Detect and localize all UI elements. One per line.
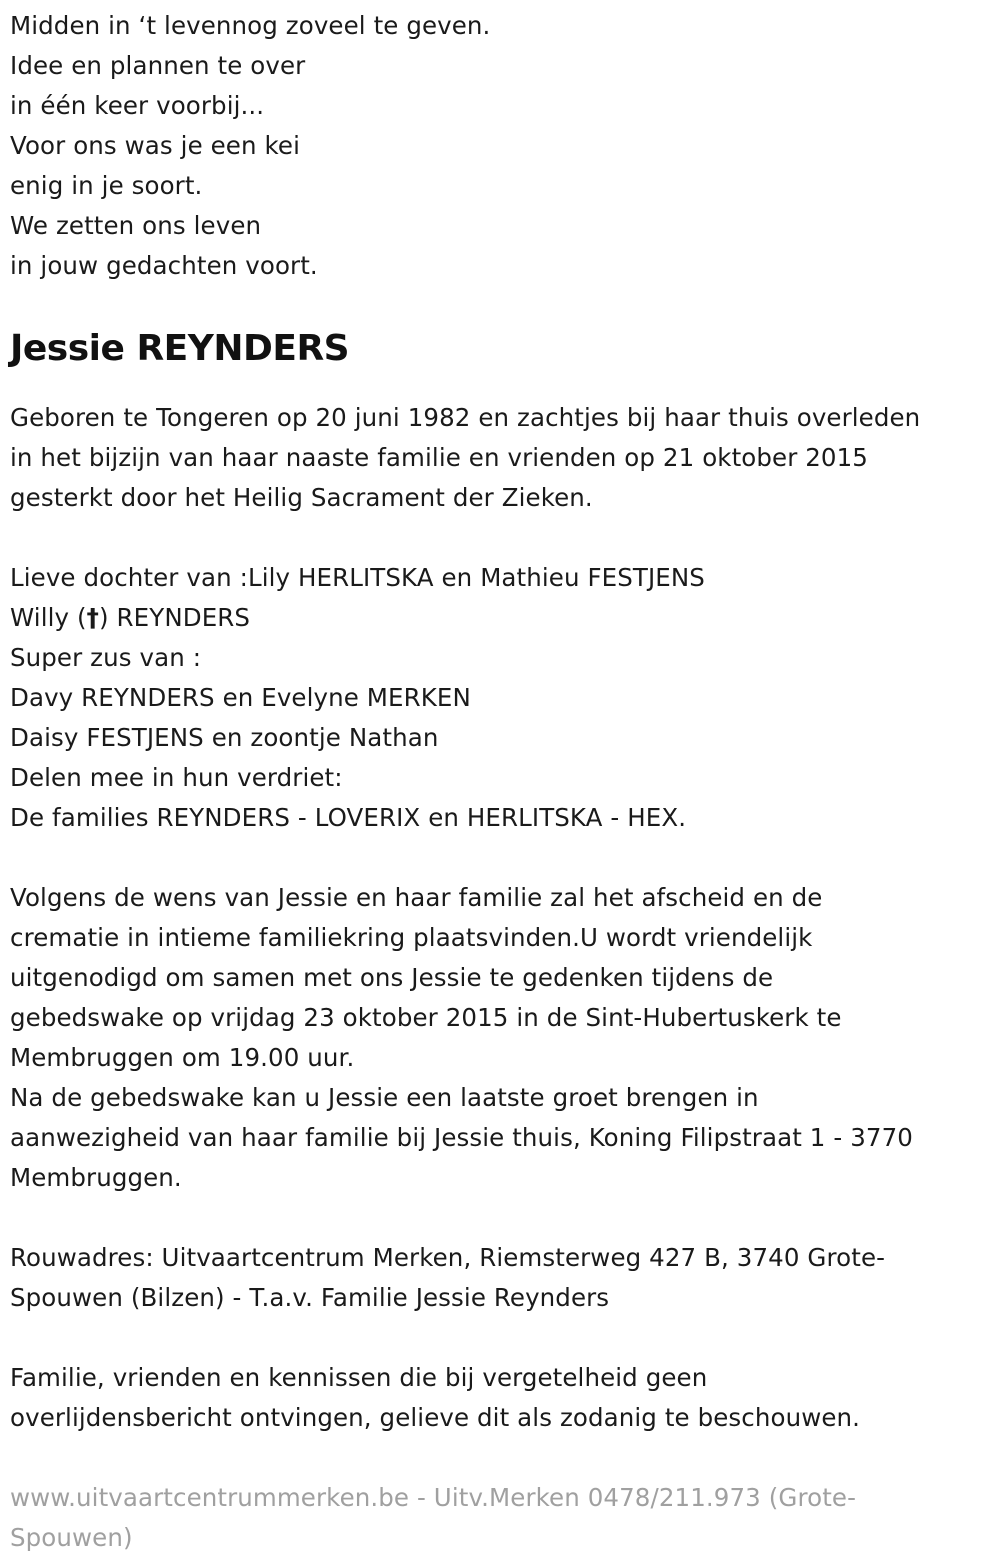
notice-line: Familie, vrienden en kennissen die bij vergetelheid geen: [10, 1363, 708, 1393]
poem-line: Midden in ‘t levennog zoveel te geven.: [10, 11, 491, 40]
cross-icon: †: [86, 603, 100, 633]
footer-line: Spouwen): [10, 1523, 133, 1553]
poem-line: We zetten ons leven: [10, 211, 262, 240]
ceremony-info: [10, 878, 990, 1198]
birth-death-info: [10, 398, 990, 518]
family-line: Super zus van :: [10, 643, 202, 673]
poem-line: Voor ons was je een kei: [10, 131, 300, 160]
ceremony-line: Volgens de wens van Jessie en haar familie zal het afscheid en de: [10, 883, 823, 913]
ceremony-line: crematie in intieme familiekring plaatsvinden.U wordt vriendelijk: [10, 923, 813, 953]
ceremony-line: Membruggen.: [10, 1163, 182, 1193]
family-text: Willy (: [10, 603, 87, 633]
memorial-poem: [10, 0, 990, 286]
notice: [10, 1358, 990, 1438]
info-line: gesterkt door het Heilig Sacrament der Zieken.: [10, 483, 593, 513]
poem-line: Idee en plannen te over: [10, 51, 306, 80]
poem-line: in jouw gedachten voort.: [10, 251, 318, 280]
family-line: Daisy FESTJENS en zoontje Nathan: [10, 723, 439, 753]
address-line: Rouwadres: Uitvaartcentrum Merken, Riemsterweg 427 B, 3740 Grote-: [10, 1243, 886, 1273]
condolence-address: [10, 1238, 990, 1318]
poem-line: in één keer voorbij...: [10, 91, 265, 120]
address-line: Spouwen (Bilzen) - T.a.v. Familie Jessie Reynders: [10, 1283, 610, 1313]
family-line: Davy REYNDERS en Evelyne MERKEN: [10, 683, 471, 713]
family-line: Lieve dochter van :Lily HERLITSKA en Mathieu FESTJENS: [10, 563, 705, 593]
ceremony-line: uitgenodigd om samen met ons Jessie te gedenken tijdens de: [10, 963, 774, 993]
family-line: [10, 598, 990, 638]
ceremony-line: Membruggen om 19.00 uur.: [10, 1043, 355, 1073]
info-line: in het bijzijn van haar naaste familie en vrienden op 21 oktober 2015: [10, 443, 868, 473]
family-line: De families REYNDERS - LOVERIX en HERLITSKA - HEX.: [10, 803, 687, 833]
ceremony-line: aanwezigheid van haar familie bij Jessie thuis, Koning Filipstraat 1 - 3770: [10, 1123, 913, 1153]
family-list: [10, 558, 990, 838]
footer-credit: [10, 1478, 990, 1558]
deceased-name: Jessie REYNDERS: [10, 328, 350, 369]
footer-line: www.uitvaartcentrummerken.be - Uitv.Merken 0478/211.973 (Grote-: [10, 1483, 857, 1513]
poem-line: enig in je soort.: [10, 171, 203, 200]
family-text: ) REYNDERS: [99, 603, 251, 633]
family-line: Delen mee in hun verdriet:: [10, 763, 343, 793]
notice-line: overlijdensbericht ontvingen, gelieve dit als zodanig te beschouwen.: [10, 1403, 861, 1433]
info-line: Geboren te Tongeren op 20 juni 1982 en zachtjes bij haar thuis overleden: [10, 403, 921, 433]
ceremony-line: gebedswake op vrijdag 23 oktober 2015 in de Sint-Hubertuskerk te: [10, 1003, 842, 1033]
ceremony-line: Na de gebedswake kan u Jessie een laatste groet brengen in: [10, 1083, 759, 1113]
